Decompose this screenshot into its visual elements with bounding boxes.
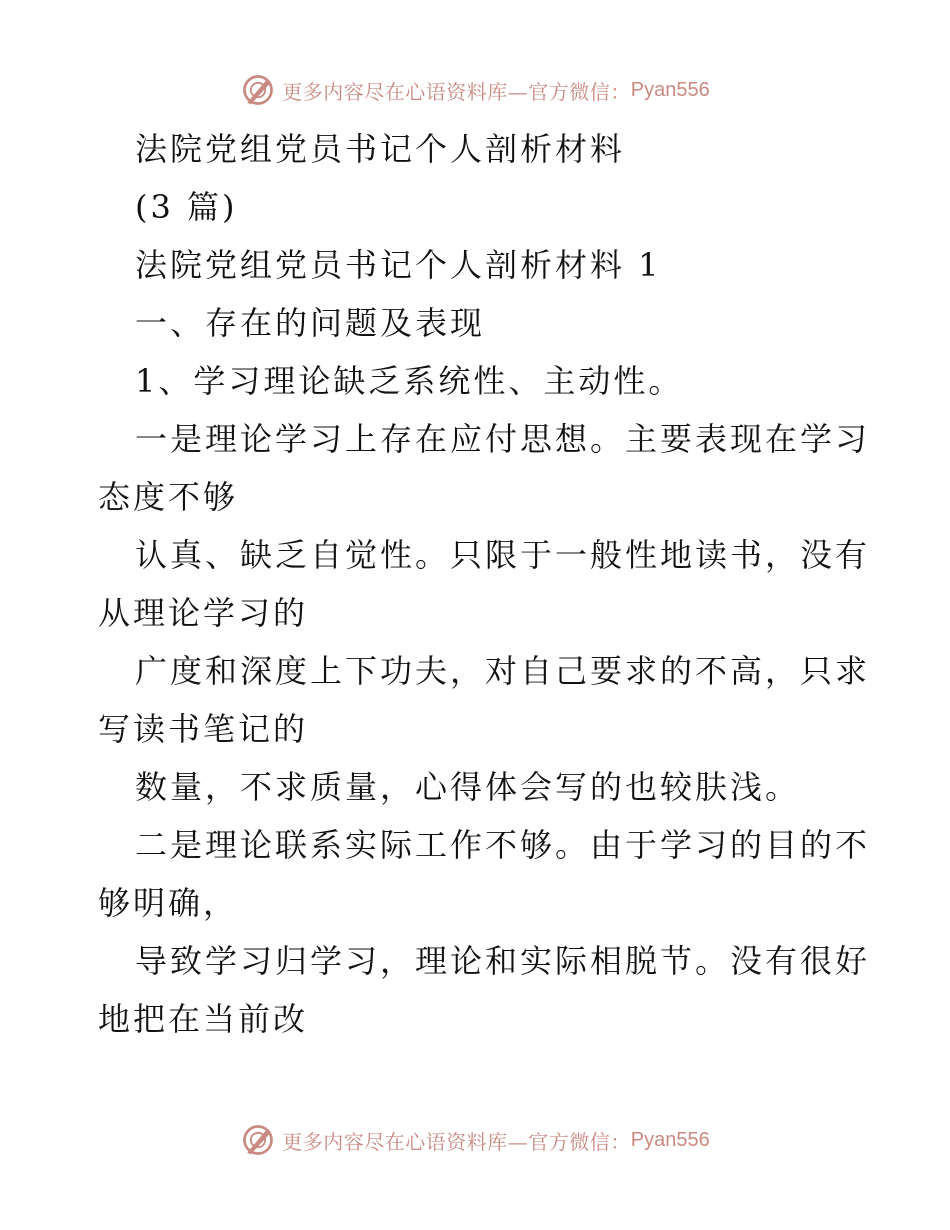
header-watermark: [0, 70, 950, 110]
footer-watermark: [0, 1120, 950, 1160]
document-title: 法院党组党员书记个人剖析材料: [135, 130, 626, 168]
watermark-text: 更多内容尽在心语资料库—官方微信：: [282, 79, 631, 104]
paragraph-line: 认真、缺乏自觉性。只限于一般性地读书，没有: [135, 536, 871, 574]
paragraph-line: 导致学习归学习，理论和实际相脱节。没有很好: [135, 942, 871, 980]
paragraph-line: 写读书笔记的: [98, 710, 309, 748]
paragraph-line: 够明确，: [98, 884, 239, 922]
paragraph-line: 广度和深度上下功夫，对自己要求的不高，只求: [135, 652, 871, 690]
paragraph-line: 一是理论学习上存在应付思想。主要表现在学习: [135, 420, 871, 458]
paragraph-line: 态度不够: [98, 478, 239, 516]
watermark-text: 更多内容尽在心语资料库—官方微信：: [282, 1129, 631, 1154]
watermark-id: Pyan556: [630, 1128, 710, 1151]
paragraph-line: 数量，不求质量，心得体会写的也较肤浅。: [135, 768, 801, 806]
section-title: 法院党组党员书记个人剖析材料 1: [135, 246, 662, 284]
paragraph-line: 二是理论联系实际工作不够。由于学习的目的不: [135, 826, 871, 864]
heading-problems: 一、存在的问题及表现: [135, 304, 486, 342]
paragraph-line: 地把在当前改: [98, 1000, 309, 1038]
document-subtitle: (3 篇): [135, 188, 238, 226]
watermark-id: Pyan556: [630, 78, 710, 101]
subheading-1: 1、学习理论缺乏系统性、主动性。: [135, 362, 684, 400]
paragraph-line: 从理论学习的: [98, 594, 309, 632]
pen-logo-icon: [240, 1122, 276, 1158]
pen-logo-icon: [240, 72, 276, 108]
